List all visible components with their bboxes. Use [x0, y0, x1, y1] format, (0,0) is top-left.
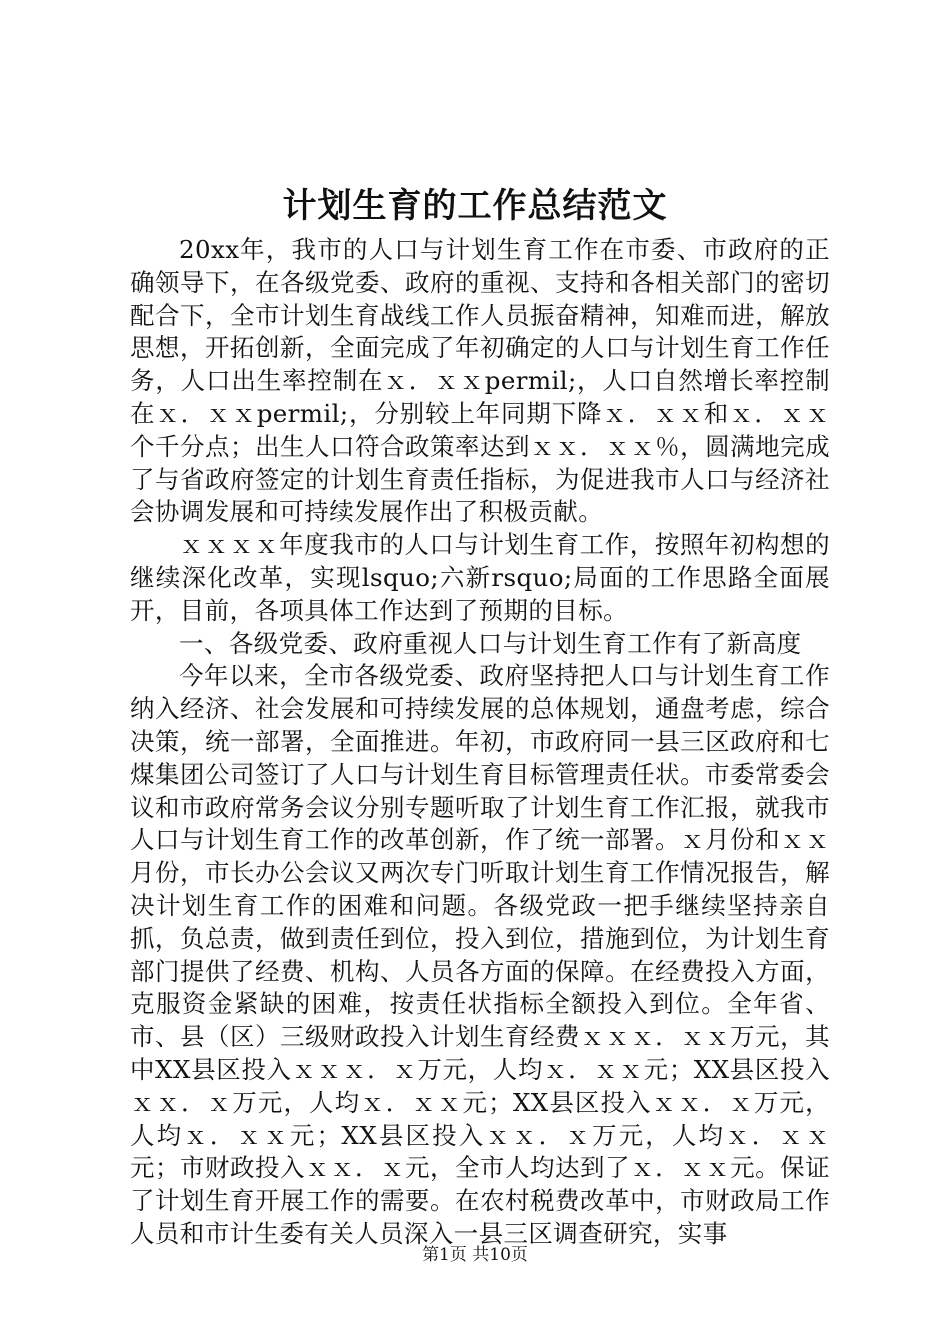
- document-body: [130, 234, 830, 1251]
- paragraph-intro: 20xx年，我市的人口与计划生育工作在市委、市政府的正确领导下，在各级党委、政府的重视、支持和各相关部门的密切配合下，全市计划生育战线工作人员振奋精神，知难而进，解放思想，开拓创新，全面完成了年初确定的人口与计划生育工作任务，人口出生率控制在ｘ．ｘｘpermil;，人口自然增长率控制在ｘ．ｘｘpermil;，分别较上年同期下降ｘ．ｘｘ和ｘ．ｘｘ个千分点；出生人口符合政策率达到ｘｘ．ｘｘ％，圆满地完成了与省政府签定的计划生育责任指标，为促进我市人口与经济社会协调发展和可持续发展作出了积极贡献。: [130, 235, 830, 527]
- paragraph-annual-overview: ｘｘｘｘ年度我市的人口与计划生育工作，按照年初构想的继续深化改革，实现lsquo;六新rsquo;局面的工作思路全面展开，目前，各项具体工作达到了预期的目标。: [130, 530, 830, 625]
- paragraph-section-one-body: 今年以来，全市各级党委、政府坚持把人口与计划生育工作纳入经济、社会发展和可持续发展的总体规划，通盘考虑，综合决策，统一部署，全面推进。年初，市政府同一县三区政府和七煤集团公司签订了人口与计划生育目标管理责任状。市委常委会议和市政府常务会议分别专题听取了计划生育工作汇报，就我市人口与计划生育工作的改革创新，作了统一部署。ｘ月份和ｘｘ月份，市长办公会议又两次专门听取计划生育工作情况报告，解决计划生育工作的困难和问题。各级党政一把手继续坚持亲自抓，负总责，做到责任到位，投入到位，措施到位，为计划生育部门提供了经费、机构、人员各方面的保障。在经费投入方面，克服资金紧缺的困难，按责任状指标全额投入到位。全年省、市、县（区）三级财政投入计划生育经费ｘｘｘ．ｘｘ万元，其中XX县区投入ｘｘｘ．ｘ万元，人均ｘ．ｘｘ元；XX县区投入ｘｘ．ｘ万元，人均ｘ．ｘｘ元；XX县区投入ｘｘ．ｘ万元，人均ｘ．ｘｘ元；XX县区投入ｘｘ．ｘ万元，人均ｘ．ｘｘ元；市财政投入ｘｘ．ｘ元，全市人均达到了ｘ．ｘｘ元。保证了计划生育开展工作的需要。在农村税费改革中，市财政局工作人员和市计生委有关人员深入一县三区调查研究，实事: [130, 661, 830, 1248]
- section-heading-one: 一、各级党委、政府重视人口与计划生育工作有了新高度: [179, 628, 802, 658]
- document-title: 计划生育的工作总结范文: [282, 186, 668, 226]
- page-number-footer: 第1页 共10页: [422, 1245, 528, 1265]
